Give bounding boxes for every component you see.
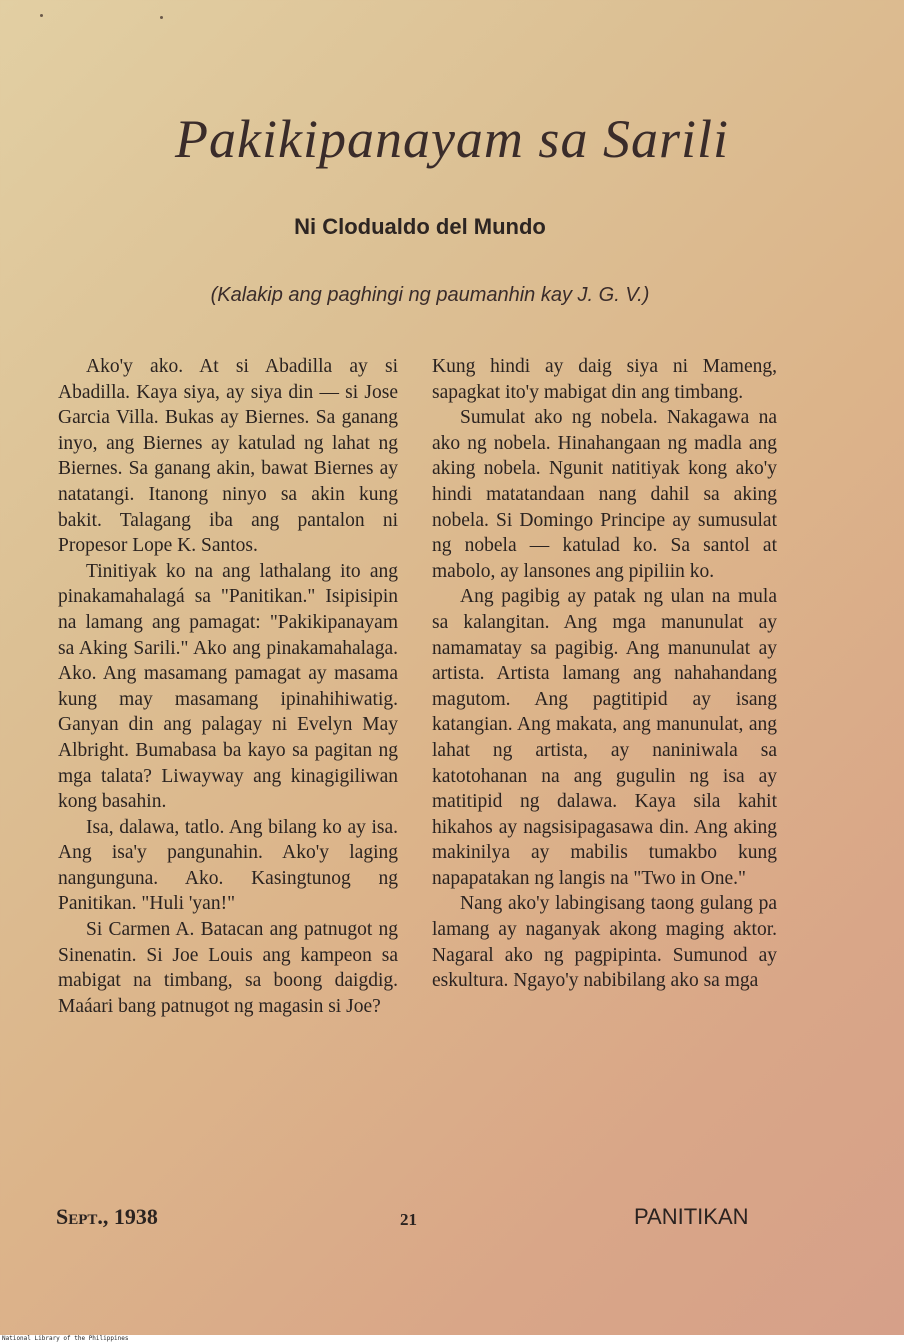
paragraph: Isa, dalawa, tatlo. Ang bilang ko ay isa. Ang isa'y pangunahin. Ako'y laging nangunguna. Ako. Kasingtunog ng Panitikan. "Huli 'yan!" [58, 816, 398, 915]
paragraph: Nang ako'y labingisang taong gulang pa lamang ay naganyak akong maging aktor. Nagaral ako ng pagpipinta. Sumunod ay eskultura. Ngayo'y nabibilang ako sa mga [432, 893, 777, 992]
article-title: Pakikipanayam sa Sarili [175, 109, 729, 169]
paragraph: Ang pagibig ay patak ng ulan na mula sa kalangitan. Ang mga manunulat ay namamatay sa pagibig. Ang manunulat ay artista. Artista lamang ang nahahandang magutom. Ang pagtitipid ay isang katangian. Ang makata, ang manunulat, ang lahat ng artista, ay naniniwala sa katotohanan na ang gugulin ng isa ay matitipid ng dalawa. Kaya sila kahit hikahos ay nagsisipagasawa din. Ang aking makinilya ay mabilis tumakbo kung napapatakan ng langis na "Two in One." [432, 586, 777, 889]
scan-credit: National Library of the Philippines [0, 1335, 904, 1343]
paragraph: Ako'y ako. At si Abadilla ay si Abadilla. Kaya siya, ay siya din — si Jose Garcia Villa. Bukas ay Biernes. Sa ganang inyo, ang Biernes ay katulad ng lahat ng Biernes. Sa ganang akin, bawat Biernes ay natatangi. Itanong ninyo sa akin kung bakit. Talagang iba ang pantalon ni Propesor Lope K. Santos. [58, 356, 398, 557]
paragraph: Tinitiyak ko na ang lathalang ito ang pinakamahalagá sa "Panitikan." Isipisipin na lamang ang pamagat: "Pakikipanayam sa Aking Sarili." Ako ang pinakamahalaga. Ako. Ang masamang pamagat ay masama kung may masamang ipinahihiwatig. Ganyan din ang palagay ni Evelyn May Albright. Bumabasa ba kayo sa pagitan ng mga talata? Liwayway ang kinagigiliwan kong basahin. [58, 560, 398, 813]
left-column [58, 354, 398, 1019]
page-number: 21 [400, 1210, 417, 1229]
print-speck [160, 16, 163, 19]
article-byline: Ni Clodualdo del Mundo [294, 214, 546, 239]
print-speck [40, 14, 43, 17]
paragraph: Sumulat ako ng nobela. Nakagawa na ako ng nobela. Hinahangaan ng madla ang aking nobela. Ngunit natitiyak kong ako'y hindi matatandaan nang dahil sa aking nobela. Si Domingo Principe ay sumusulat ng nobela — katulad ko. Sa santol at mabolo, ay lansones ang pipiliin ko. [432, 407, 777, 582]
issue-date: Sept., 1938 [56, 1204, 158, 1229]
right-column [432, 354, 777, 994]
paragraph: Kung hindi ay daig siya ni Mameng, sapagkat ito'y mabigat din ang timbang. [432, 356, 777, 403]
paragraph: Si Carmen A. Batacan ang patnugot ng Sinenatin. Si Joe Louis ang kampeon sa mabigat na timbang, sa boong daigdig. Maáari bang patnugot ng magasin si Joe? [58, 919, 398, 1017]
article-subtitle: (Kalakip ang paghingi ng paumanhin kay J. G. V.) [210, 284, 650, 306]
publication-name: PANITIKAN [634, 1204, 749, 1229]
